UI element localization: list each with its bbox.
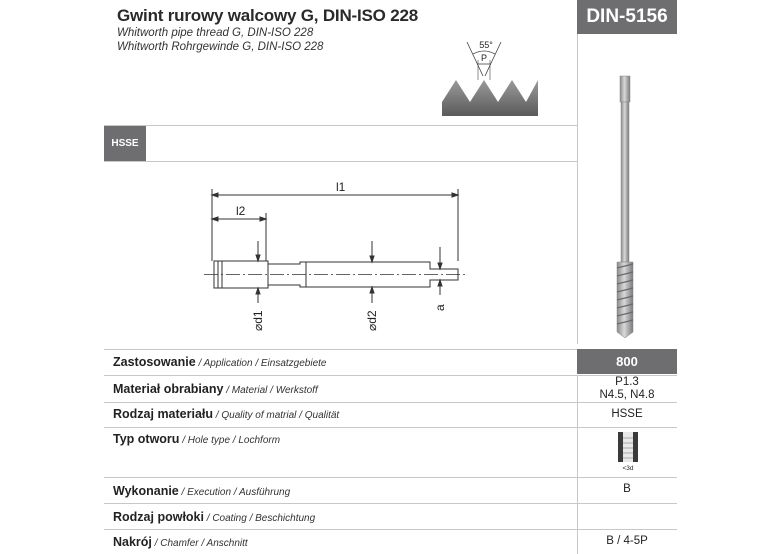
row-divider	[104, 503, 677, 504]
subtitle-english: Whitworth pipe thread G, DIN-ISO 228	[117, 27, 314, 39]
through-hole-icon	[616, 430, 640, 472]
application-value: 800	[577, 349, 677, 374]
material-value-line1: P1.3	[615, 376, 639, 388]
material-tag: HSSE	[104, 126, 146, 161]
hole-depth-label: <3d	[622, 465, 634, 472]
dim-d1-label: ⌀d1	[251, 310, 265, 331]
chamfer-value: B / 4-5P	[606, 535, 648, 547]
row-label-hole-type: Typ otworu / Hole type / Lochform	[113, 432, 281, 446]
pitch-label: P	[480, 53, 488, 63]
subtitle-german: Whitworth Rohrgewinde G, DIN-ISO 228	[117, 41, 324, 53]
dim-a-label: a	[433, 304, 447, 311]
standard-badge: DIN-5156	[577, 0, 677, 34]
angle-label: 55°	[479, 40, 493, 50]
material-value-line2: N4.5, N4.8	[599, 389, 655, 401]
row-label-execution: Wykonanie / Execution / Ausführung	[113, 484, 291, 498]
quality-value: HSSE	[611, 408, 643, 420]
row-divider	[104, 477, 677, 478]
tap-illustration	[600, 74, 650, 340]
page-title: Gwint rurowy walcowy G, DIN-ISO 228	[117, 6, 418, 25]
divider-vertical	[577, 34, 578, 344]
thread-profile-diagram	[440, 36, 540, 120]
tap-technical-drawing	[200, 175, 480, 335]
row-divider	[104, 529, 677, 530]
table-top-line	[104, 349, 577, 350]
thread-teeth	[442, 80, 538, 116]
row-label-application: Zastosowanie / Application / Einsatzgebiete	[113, 355, 327, 369]
row-label-material: Materiał obrabiany / Material / Werkstoff	[113, 382, 318, 396]
divider-top	[104, 125, 577, 126]
row-label-quality: Rodzaj materiału / Quality of matrial / Qualität	[113, 407, 340, 421]
dim-l1-label: l1	[336, 180, 346, 194]
dim-d2-label: ⌀d2	[365, 310, 379, 331]
divider-hsse	[104, 161, 577, 162]
table-column-divider	[577, 375, 578, 554]
execution-value: B	[623, 483, 631, 495]
row-label-coating: Rodzaj powłoki / Coating / Beschichtung	[113, 510, 316, 524]
row-divider	[104, 402, 677, 403]
dim-l2-label: l2	[236, 204, 246, 218]
row-label-chamfer: Nakrój / Chamfer / Anschnitt	[113, 535, 248, 549]
row-divider	[104, 427, 677, 428]
